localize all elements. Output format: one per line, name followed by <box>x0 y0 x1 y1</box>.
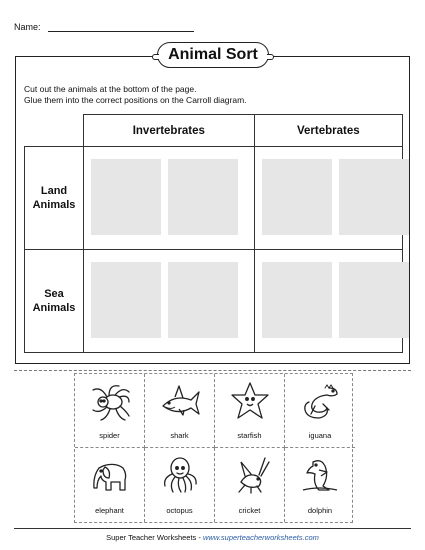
animal-label: dolphin <box>307 506 333 515</box>
name-line[interactable] <box>48 31 194 32</box>
shark-icon <box>159 380 201 422</box>
worksheet-title: Animal Sort <box>157 42 269 68</box>
glue-slot[interactable] <box>339 159 409 235</box>
animal-label: iguana <box>308 431 332 440</box>
animal-card-dolphin[interactable] <box>285 448 355 522</box>
carroll-diagram <box>24 114 403 353</box>
animal-label: cricket <box>238 506 261 515</box>
footer-url-link[interactable]: www.superteacherworksheets.com <box>202 533 319 542</box>
animal-cutouts <box>74 373 353 523</box>
dolphin-icon <box>299 454 341 496</box>
animal-card-elephant[interactable] <box>75 448 145 522</box>
row-header-sea <box>25 250 84 353</box>
glue-slot[interactable] <box>262 159 332 235</box>
animal-label: spider <box>99 431 120 440</box>
cell-sea-vertebrates <box>254 250 402 353</box>
glue-slot[interactable] <box>168 262 238 338</box>
row-header-land <box>25 147 84 250</box>
animal-card-iguana[interactable] <box>285 374 355 448</box>
diagram-corner <box>25 115 84 147</box>
cell-land-invertebrates <box>84 147 255 250</box>
spider-icon <box>89 380 131 422</box>
glue-slot[interactable] <box>262 262 332 338</box>
glue-slot[interactable] <box>91 262 161 338</box>
animal-label: starfish <box>237 431 262 440</box>
footer <box>0 533 425 542</box>
animal-card-starfish[interactable] <box>215 374 285 448</box>
name-label: Name: <box>14 22 41 32</box>
animal-label: octopus <box>166 506 193 515</box>
glue-slot[interactable] <box>91 159 161 235</box>
octopus-icon <box>159 454 201 496</box>
animal-label: elephant <box>95 506 124 515</box>
cricket-icon <box>229 454 271 496</box>
footer-text: Super Teacher Worksheets - <box>106 533 203 542</box>
animal-card-shark[interactable] <box>145 374 215 448</box>
row-header-sea-line1: Sea <box>44 288 64 300</box>
footer-divider <box>14 528 411 529</box>
animal-card-cricket[interactable] <box>215 448 285 522</box>
glue-slot[interactable] <box>168 159 238 235</box>
row-header-sea-line2: Animals <box>32 302 76 314</box>
column-header-vertebrates: Vertebrates <box>254 115 402 147</box>
animal-card-octopus[interactable] <box>145 448 215 522</box>
cell-land-vertebrates <box>254 147 402 250</box>
elephant-icon <box>89 454 131 496</box>
iguana-icon <box>299 380 341 422</box>
instruction-line-1: Cut out the animals at the bottom of the page. <box>24 84 197 94</box>
column-header-invertebrates: Invertebrates <box>84 115 255 147</box>
cut-line <box>14 370 411 371</box>
glue-slot[interactable] <box>339 262 409 338</box>
cell-sea-invertebrates <box>84 250 255 353</box>
row-header-land-line1: Land <box>40 185 68 197</box>
row-header-land-line2: Animals <box>32 199 76 211</box>
animal-label: shark <box>170 431 189 440</box>
animal-card-spider[interactable] <box>75 374 145 448</box>
instruction-line-2: Glue them into the correct positions on the Carroll diagram. <box>24 95 247 105</box>
starfish-icon <box>229 380 271 422</box>
